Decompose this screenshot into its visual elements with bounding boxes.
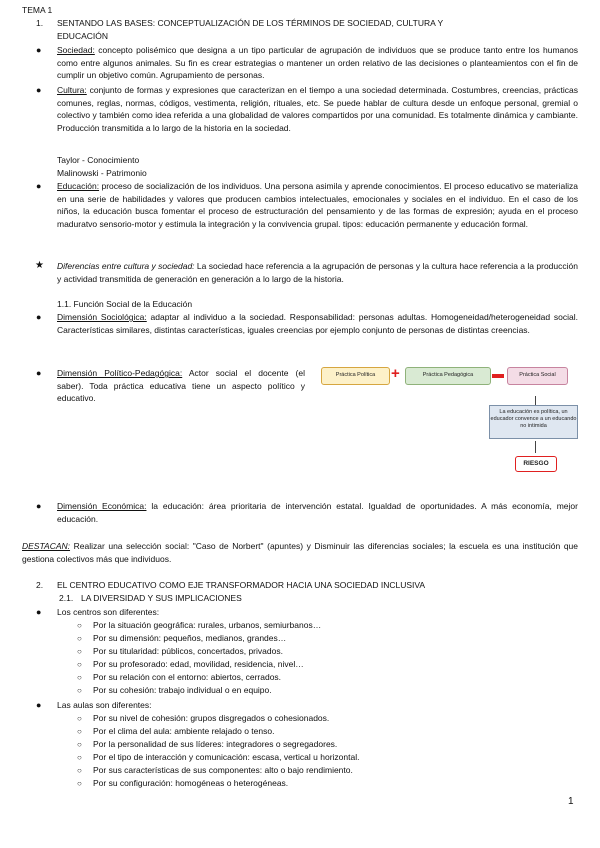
list-item xyxy=(77,684,272,697)
politica-note-box: La educación es política, un educador convence a un educando no intimida xyxy=(489,405,578,439)
connector-line xyxy=(535,441,536,453)
bullet-icon: ● xyxy=(36,501,42,511)
list-item-text: Por su configuración: homogéneas o heterogéneas. xyxy=(93,778,289,788)
bullet-icon: ● xyxy=(36,85,42,95)
list-item-text: Por su cohesión: trabajo individual o en equipo. xyxy=(93,685,272,695)
list-item xyxy=(77,725,275,738)
list-item-text: Por su titularidad: públicos, concertados, privados. xyxy=(93,646,283,656)
cultura-term: Cultura: xyxy=(57,85,87,95)
connector-line xyxy=(535,396,536,405)
circle-bullet-icon: ○ xyxy=(77,727,82,736)
list-item-text: Por el tipo de interacción y comunicación: escasa, vertical u horizontal. xyxy=(93,752,360,762)
list-item-text: Por el clima del aula: ambiente relajado o tenso. xyxy=(93,726,275,736)
aulas-label: Las aulas son diferentes: xyxy=(57,700,152,710)
economica-text: la educación: área prioritaria de intervención estatal. Igualdad de oportunidades. A más economía, mejor educación. xyxy=(57,501,578,524)
list-item xyxy=(77,619,322,632)
section1-number: 1. xyxy=(36,18,44,28)
dimension-sociologica-paragraph xyxy=(57,311,578,336)
list-item xyxy=(77,712,330,725)
practica-politica-box: Práctica Política xyxy=(321,367,390,385)
section1-title-line1: SENTANDO LAS BASES: CONCEPTUALIZACIÓN DE LOS TÉRMINOS DE SOCIEDAD, CULTURA Y xyxy=(57,18,444,28)
bullet-icon: ● xyxy=(36,181,42,191)
tema-label: TEMA 1 xyxy=(22,5,53,15)
list-item xyxy=(77,777,289,790)
sociedad-paragraph xyxy=(57,44,578,82)
page-number: 1 xyxy=(568,796,574,807)
educacion-paragraph xyxy=(57,180,578,230)
circle-bullet-icon: ○ xyxy=(77,740,82,749)
equals-icon xyxy=(492,374,504,378)
list-item-text: Por su dimensión: pequeños, medianos, grandes… xyxy=(93,633,287,643)
list-item xyxy=(77,632,287,645)
list-item-text: Por sus características de sus componentes: alto o bajo rendimiento. xyxy=(93,765,353,775)
dimension-economica-paragraph xyxy=(57,500,578,525)
circle-bullet-icon: ○ xyxy=(77,660,82,669)
list-item xyxy=(77,738,338,751)
list-item xyxy=(77,751,360,764)
centros-label: Los centros son diferentes: xyxy=(57,607,160,617)
riesgo-box: RIESGO xyxy=(515,456,557,472)
sociologica-text: adaptar al individuo a la sociedad. Responsabilidad: personas adultas. Homogeneidad/heterogeneidad social. Características similares, distintas características, iguales creencias por ejemplo conjunto de personas de distintas creencias. xyxy=(57,312,578,335)
list-item-text: Por su relación con el entorno: abiertos, cerrados. xyxy=(93,672,282,682)
sociedad-term: Sociedad: xyxy=(57,45,95,55)
destacan-paragraph xyxy=(22,540,578,565)
list-item-text: Por la personalidad de sus líderes: integradores o segregadores. xyxy=(93,739,338,749)
sociologica-term: Dimensión Sociológica: xyxy=(57,312,147,322)
circle-bullet-icon: ○ xyxy=(77,673,82,682)
practica-social-box: Práctica Social xyxy=(507,367,568,385)
cultura-text: conjunto de formas y expresiones que caracterizan en el tiempo a una sociedad determinada. Costumbres, creencias, prácticas comunes, reglas, normas, códigos, vestimenta, religión, rituales, etc. Se puede hablar de cultura desde un enfoque personal, gremial o colectivo y también como idea referida a una globalidad de valores compartidos por una comunidad. Es totalmente dinámica y cambiante. Producción transmitida a lo largo de la historia en la sociedad. xyxy=(57,85,578,133)
bullet-icon: ● xyxy=(36,45,42,55)
circle-bullet-icon: ○ xyxy=(77,634,82,643)
section2-sub-title: LA DIVERSIDAD Y SUS IMPLICACIONES xyxy=(81,593,242,603)
circle-bullet-icon: ○ xyxy=(77,647,82,656)
practica-pedagogica-box: Práctica Pedagógica xyxy=(405,367,491,385)
bullet-icon: ● xyxy=(36,312,42,322)
list-item-text: Por la situación geográfica: rurales, urbanos, semiurbanos… xyxy=(93,620,322,630)
sociedad-text: concepto polisémico que designa a un tipo particular de agrupación de individuos que se produce tanto entre los humanos como entre algunos animales. Su fin es crear estrategias o mantener un orden relativo de las decisiones o planteamientos con el fin de cumplir un objetivo común. Agrupamiento de personas. xyxy=(57,45,578,81)
circle-bullet-icon: ○ xyxy=(77,766,82,775)
bullet-icon: ● xyxy=(36,368,42,378)
circle-bullet-icon: ○ xyxy=(77,779,82,788)
list-item xyxy=(77,764,353,777)
section2-title: EL CENTRO EDUCATIVO COMO EJE TRANSFORMADOR HACIA UNA SOCIEDAD INCLUSIVA xyxy=(57,580,426,590)
diferencias-term: Diferencias entre cultura y sociedad: xyxy=(57,261,195,271)
section1-title xyxy=(57,17,578,30)
economica-term: Dimensión Económica: xyxy=(57,501,147,511)
funcion-social-heading: 1.1. Función Social de la Educación xyxy=(57,299,193,309)
section1-title-line2: EDUCACIÓN xyxy=(57,31,109,41)
educacion-text: proceso de socialización de los individuos. Una persona asimila y aprende conocimientos. El proceso educativo se materializa en una serie de habilidades y valores que producen cambios intelectuales, emocionales y sociales en el individuo. En el caso de los niños, la educación busca fomentar el proceso de estructuración del pensamiento y de las formas de expresión; ayuda en el proceso maduratvo sensorio-motor y estimula la integración y la convivencia grupal. tipos: educación permanente y educación formal. xyxy=(57,181,578,229)
destacan-text: Realizar una selección social: "Caso de Norbert" (apuntes) y Disminuir las diferencias sociales; la escuela es una institución que gestiona colectivos más que individuos. xyxy=(22,541,578,564)
star-icon: ★ xyxy=(35,260,44,271)
circle-bullet-icon: ○ xyxy=(77,753,82,762)
destacan-term: DESTACAN: xyxy=(22,541,71,551)
list-item xyxy=(77,671,282,684)
list-item-text: Por su profesorado: edad, movilidad, residencia, nivel… xyxy=(93,659,304,669)
list-item-text: Por su nivel de cohesión: grupos disgregados o cohesionados. xyxy=(93,713,330,723)
dimension-politico-paragraph xyxy=(57,367,305,405)
diferencias-text: La sociedad hace referencia a la agrupación de personas y la cultura hace referencia a la producción y actividad transmitida de generación en generación a lo largo de la historia. xyxy=(57,261,578,284)
politico-text: Actor social el docente (el saber). Toda práctica educativa tiene un aspecto político y educativo. xyxy=(57,368,305,404)
list-item xyxy=(77,645,283,658)
cultura-author-malinowski: Malinowski - Patrimonio xyxy=(57,168,147,178)
politico-term: Dimensión Político-Pedagógica: xyxy=(57,368,183,378)
plus-icon: + xyxy=(391,365,400,382)
bullet-icon: ● xyxy=(36,700,42,710)
circle-bullet-icon: ○ xyxy=(77,714,82,723)
section2-sub-number: 2.1. xyxy=(59,593,74,603)
diferencias-paragraph xyxy=(57,260,578,285)
section2-number: 2. xyxy=(36,580,44,590)
educacion-term: Educación: xyxy=(57,181,100,191)
cultura-paragraph xyxy=(57,84,578,134)
circle-bullet-icon: ○ xyxy=(77,621,82,630)
cultura-author-taylor: Taylor - Conocimiento xyxy=(57,155,140,165)
list-item xyxy=(77,658,304,671)
bullet-icon: ● xyxy=(36,607,42,617)
circle-bullet-icon: ○ xyxy=(77,686,82,695)
